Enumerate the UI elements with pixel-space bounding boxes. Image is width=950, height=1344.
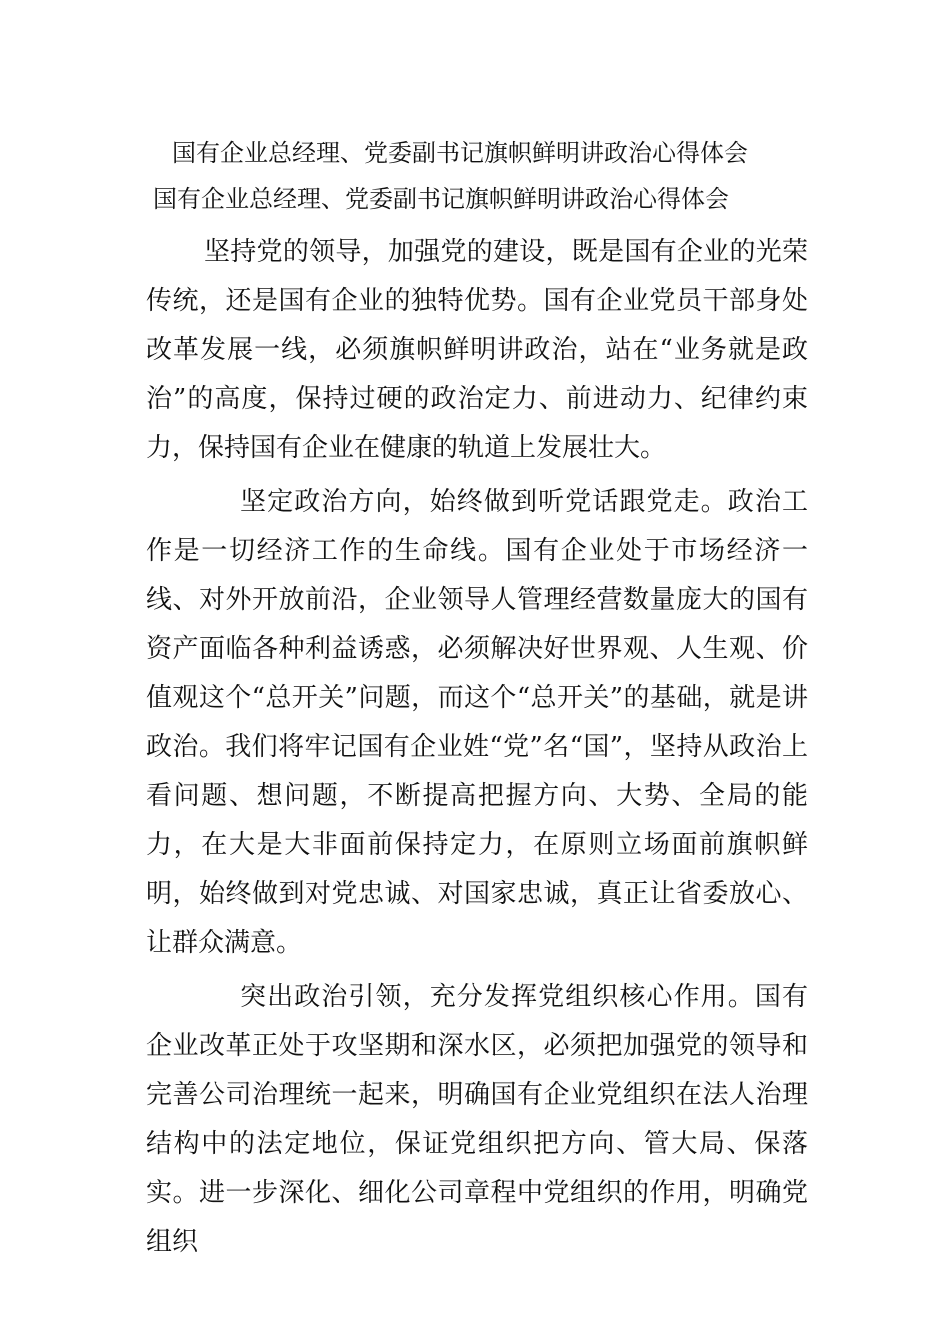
body-paragraph-1: 坚持党的领导，加强党的建设，既是国有企业的光荣传统，还是国有企业的独特优势。国有企业党员干部身处改革发展一线，必须旗帜鲜明讲政治，站在“业务就是政治”的高度，保持过硬的政治定力、前进动力、纪律约束力，保持国有企业在健康的轨道上发展壮大。 [146, 237, 808, 463]
document-title: 国有企业总经理、党委副书记旗帜鲜明讲政治心得体会 [172, 139, 748, 167]
body-paragraph-3: 突出政治引领，充分发挥党组织核心作用。国有企业改革正处于攻坚期和深水区，必须把加强党的领导和完善公司治理统一起来，明确国有企业党组织在法人治理结构中的法定地位，保证党组织把方向、管大局、保落实。进一步深化、细化公司章程中党组织的作用，明确党组织 [146, 982, 808, 1257]
document-title-repeat: 国有企业总经理、党委副书记旗帜鲜明讲政治心得体会 [153, 185, 729, 213]
body-paragraph-2: 坚定政治方向，始终做到听党话跟党走。政治工作是一切经济工作的生命线。国有企业处于市场经济一线、对外开放前沿，企业领导人管理经营数量庞大的国有资产面临各种利益诱惑，必须解决好世界观、人生观、价值观这个“总开关”问题，而这个“总开关”的基础，就是讲政治。我们将牢记国有企业姓“党”名“国”，坚持从政治上看问题、想问题，不断提高把握方向、大势、全局的能力，在大是大非面前保持定力，在原则立场面前旗帜鲜明，始终做到对党忠诚、对国家忠诚，真正让省委放心、让群众满意。 [146, 487, 808, 958]
